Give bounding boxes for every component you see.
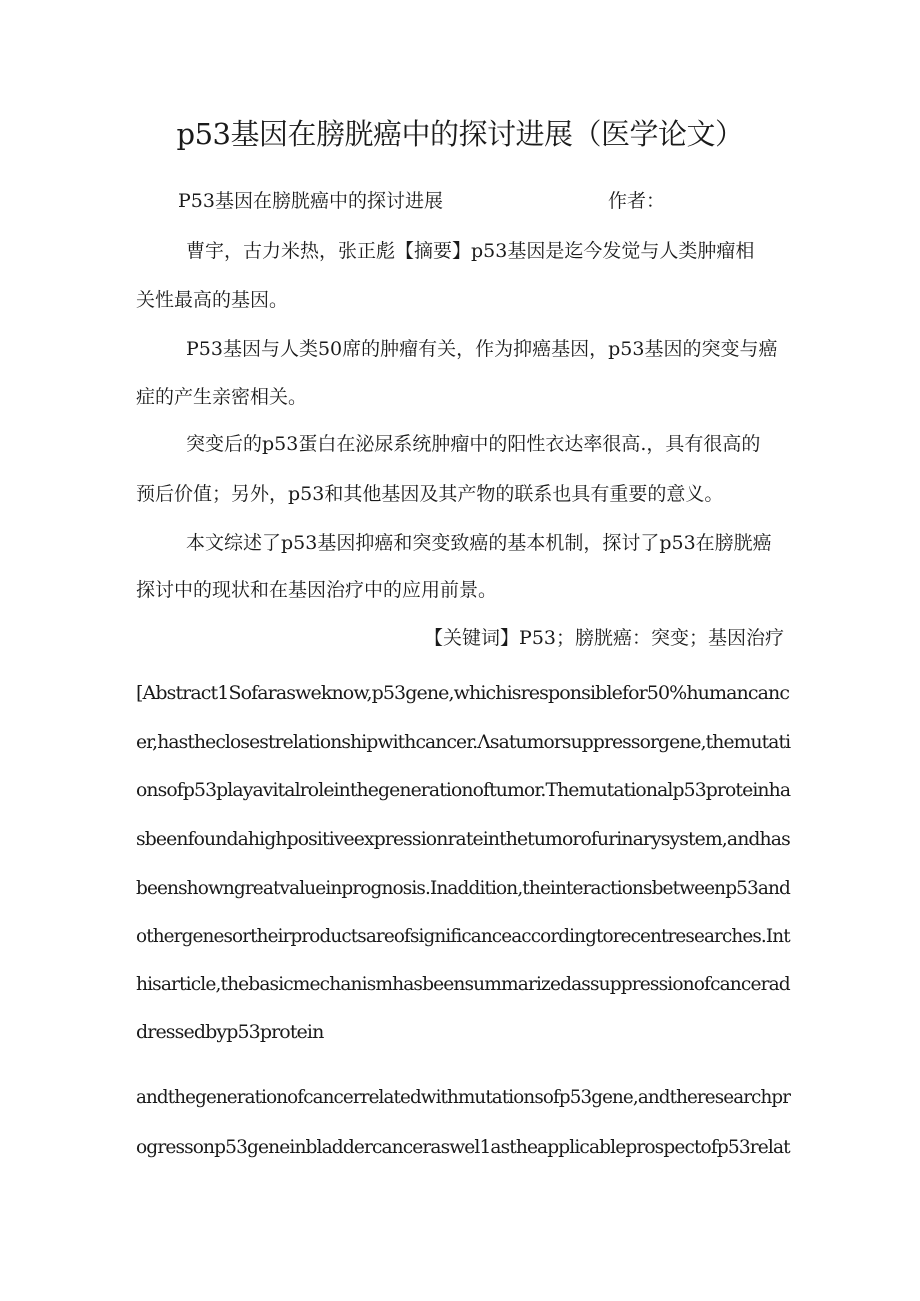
abstract-line-9: andthegenerationofcancerrelatedwithmutationsofp53gene,andtheresearchpr (136, 1086, 791, 1108)
paragraph-4-line-1: 本文综述了p53基因抑癌和突变致癌的基本机制，探讨了p53在膀胱癌 (186, 532, 772, 554)
paragraph-3-line-2: 预后价值；另外，p53和其他基因及其产物的联系也具有重要的意义。 (136, 483, 724, 505)
abstract-line-4: sbeenfoundahighpositiveexpressionrateinthetumorofurinarysystem,andhas (136, 828, 790, 850)
paragraph-4-line-2: 探讨中的现状和在基因治疗中的应用前景。 (136, 579, 498, 601)
abstract-line-5: beenshowngreatvalueinprognosis.Inaddition,theinteractionsbetweenp53and (136, 877, 791, 899)
document-title: p53基因在膀胱癌中的探讨进展（医学论文） (176, 117, 744, 151)
paragraph-2-line-2: 症的产生亲密相关。 (136, 386, 308, 408)
abstract-line-2: er,hastheclosestrelationshipwithcancer.Λsatumorsuppressorgene,themutati (136, 731, 791, 753)
paragraph-2-line-1: P53基因与人类50席的肿瘤有关，作为抑癌基因，p53基因的突变与癌 (186, 338, 778, 360)
abstract-line-10: ogressonp53geneinbladdercanceraswel1astheapplicableprospectofp53relat (136, 1136, 790, 1158)
author-label: 作者： (608, 190, 666, 212)
keywords-line: 【关键词】P53；膀胱癌：突变；基因治疗 (424, 627, 784, 649)
abstract-line-3: onsofp53playavitalroleinthegenerationoftumor.Themutationalp53proteinha (136, 779, 791, 801)
subtitle-line (178, 188, 758, 214)
paragraph-1-line-1: 曹宇，古力米热，张正彪【摘要】p53基因是迄今发觉与人类肿瘤相 (186, 240, 755, 262)
abstract-line-6: othergenesortheirproductsareofsignificanceaccordingtorecentresearches.Int (136, 925, 790, 947)
abstract-line-7: hisarticle,thebasicmechanismhasbeensummarizedassuppressionofcancerad (136, 973, 790, 995)
paragraph-3-line-1: 突变后的p53蛋白在泌尿系统肿瘤中的阳性衣达率很高.，具有很高的 (186, 433, 761, 455)
paragraph-1-line-2: 关性最高的基因。 (136, 289, 289, 311)
abstract-line-8: dressedbyp53protein (136, 1021, 324, 1043)
abstract-line-1: [Abstract1Sofarasweknow,p53gene,whichisresponsiblefor50%humancanc (136, 682, 790, 704)
subtitle: P53基因在膀胱癌中的探讨进展 (178, 190, 443, 212)
